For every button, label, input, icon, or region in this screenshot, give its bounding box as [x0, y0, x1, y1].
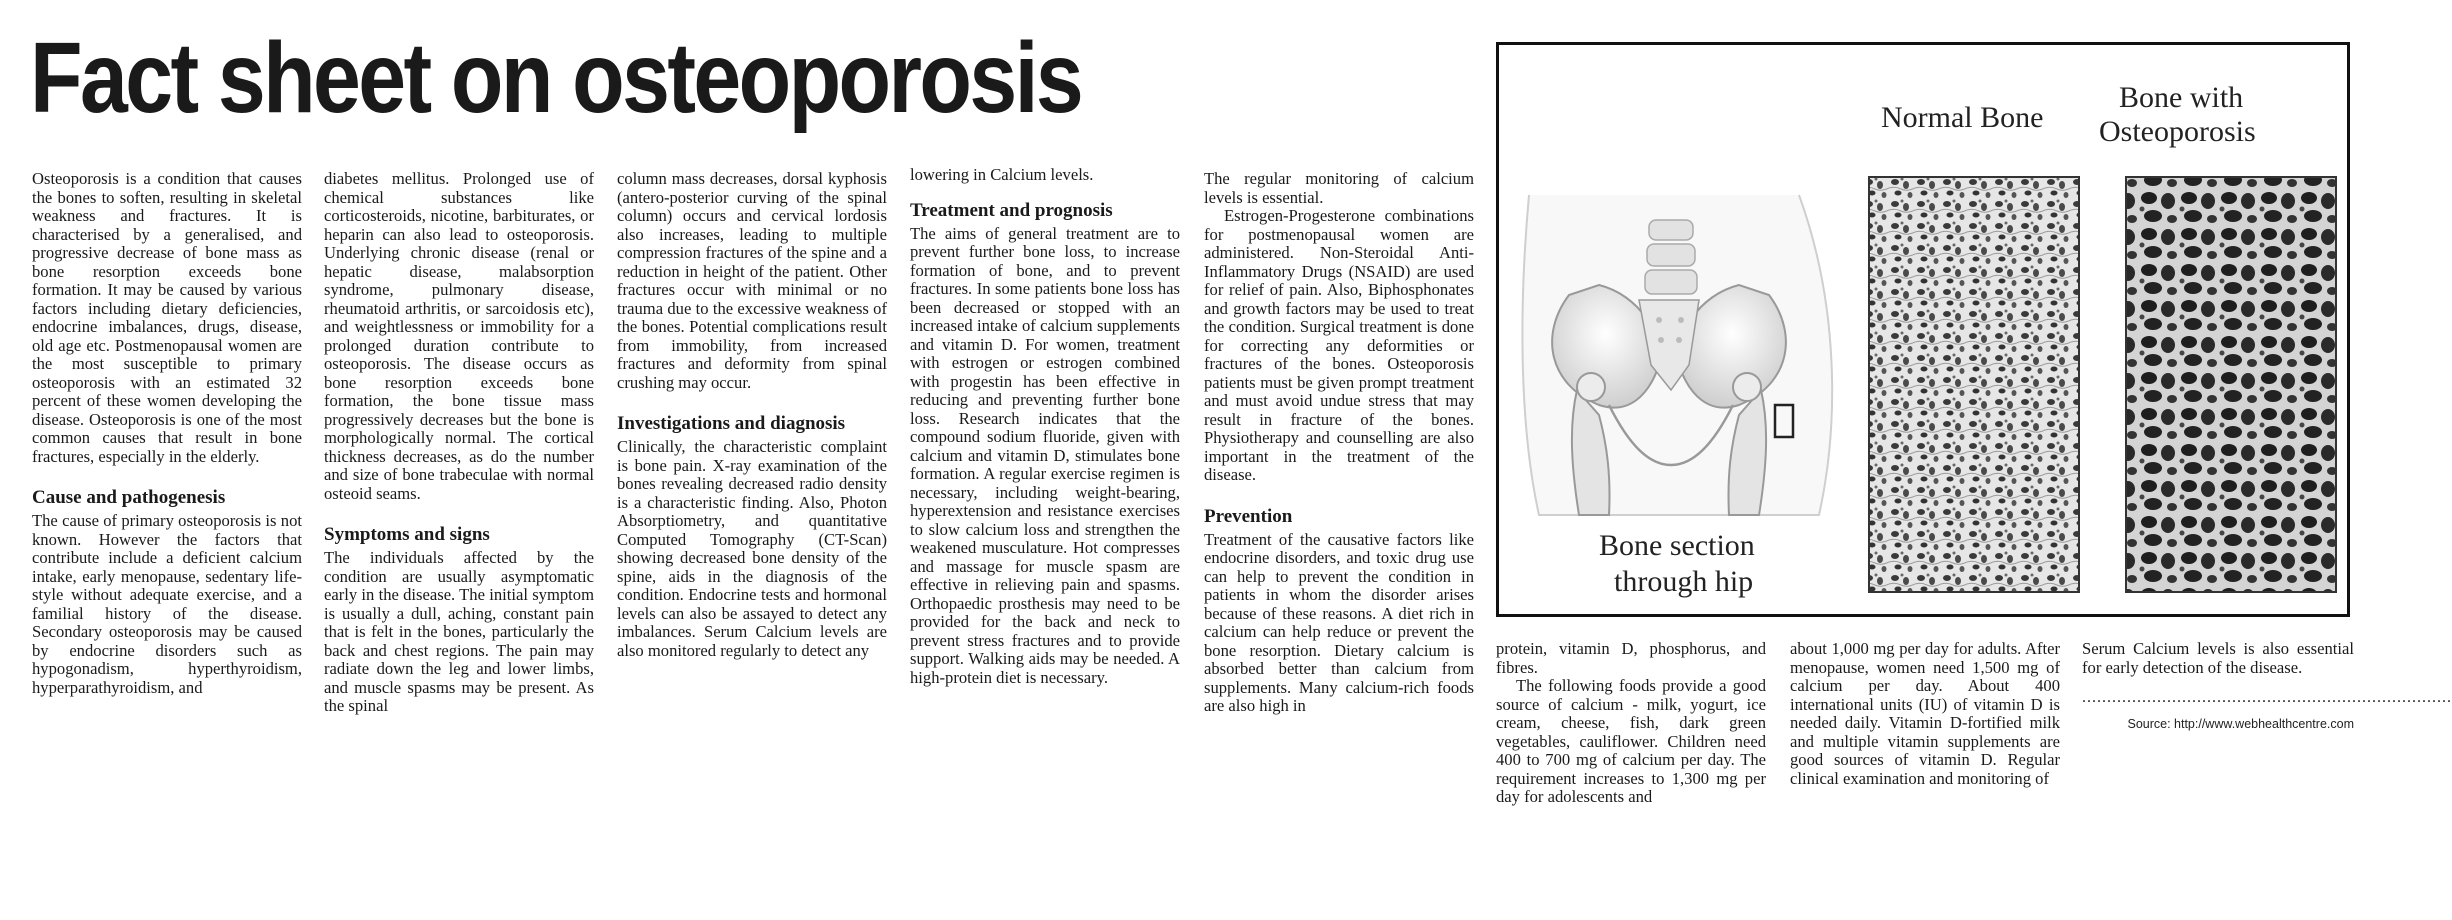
estrogen-paragraph: Estrogen-Progesterone combinations for postmenopausal women are administered. Non-Steroidal Anti-Inflammatory Drugs (NSAID) are used for relief of pain. Also, Biphosphonates and growth factors may be used to treat the condition. Surgical treatment is done for correcting any deformities or fractures of the bones. Osteoporosis patients must be given prompt treatment and must avoid undue stress that may result in fracture of the bones. Physiotherapy and counselling are also important in the treatment of the disease. — [1204, 206, 1474, 484]
text-column-4 — [910, 166, 1180, 687]
label-hip-line1: Bone section — [1599, 529, 1755, 562]
osteoporosis-bone-texture — [2126, 177, 2336, 592]
page-title: Fact sheet on osteoporosis — [30, 22, 1082, 134]
text-column-1 — [32, 170, 302, 697]
dotted-separator: .......................................................................... — [2082, 689, 2452, 706]
pelvis-drawing — [1522, 195, 1832, 515]
source-credit: Source: http://www.webhealthcentre.com — [2127, 717, 2354, 731]
monitoring-paragraph: The regular monitoring of calcium levels is essential. — [1204, 169, 1474, 207]
text-column-8 — [2082, 639, 2452, 734]
label-hip-line2: through hip — [1614, 565, 1754, 598]
text-column-2 — [324, 170, 594, 716]
pathogenesis-paragraph: diabetes mellitus. Prolonged use of chemical substances like corticosteroids, nicotine, barbiturates, or heparin can also lead to osteoporosis. Underlying chronic disease (renal or hepatic disease, malabsorption syndrome, pulmonary disease, rheumatoid arthritis, or sarcoidosis etc), and weightlessness or immobility for a prolonged duration contribute to osteoporosis. The disease occurs as bone resorption exceeds bone formation, the bone tissue mass progressively decreases but the bone is morphologically normal. The cortical thickness decreases, as do the number and size of bone trabeculae with normal osteoid seams. — [324, 169, 594, 503]
heading-investigations-diagnosis: Investigations and diagnosis — [617, 413, 846, 434]
heading-treatment-prognosis: Treatment and prognosis — [910, 199, 1113, 221]
bone-illustration-svg — [1499, 45, 2347, 614]
text-column-5 — [1204, 170, 1474, 716]
label-normal-bone: Normal Bone — [1881, 101, 2044, 134]
label-osteo-line2: Osteoporosis — [2099, 115, 2256, 148]
cause-paragraph: The cause of primary osteoporosis is not known. However the factors that contribute include a deficient calcium intake, early menopause, sedentary life-style without adequate exercise, and a familial history of the disease. Secondary osteoporosis may be caused by endocrine disorders such as hypogonadism, hyperthyroidism, hyperparathyroidism, and — [32, 511, 302, 697]
investigations-continued-paragraph: lowering in Calcium levels. — [910, 165, 1094, 184]
normal-bone-texture — [1869, 177, 2079, 592]
prevention-continued-paragraph: protein, vitamin D, phosphorus, and fibres. — [1496, 639, 1766, 677]
calcium-foods-paragraph: The following foods provide a good source of calcium - milk, yogurt, ice cream, cheese, fish, dark green vegetables, cauliflower. Children need 400 to 700 mg of calcium per day. The requirement increases to 1,300 mg per day for adolescents and — [1496, 676, 1766, 806]
symptoms-continued-paragraph: column mass decreases, dorsal kyphosis (antero-posterior curving of the spinal column) occurs and cervical lordosis also increases, leading to multiple compression fractures of the spine and a reduction in height of the patient. Other fractures occur with minimal or no trauma due to the excessive weakness of the bones. Potential complications result from immobility, from increased fractures and deformity from spinal crushing may occur. — [617, 169, 887, 392]
treatment-paragraph: The aims of general treatment are to prevent further bone loss, to increase formation of bone, and to prevent fractures. In some patients bone loss has been decreased or stopped with an increased intake of calcium supplements and vitamin D. For women, treatment with estrogen or estrogen combined with progestin has been effective in reducing and preventing further bone loss. Research indicates that the compound sodium fluoride, given with calcium and vitamin D, stimulates bone formation. A regular exercise regimen is necessary, including weight-bearing, hyperextension and resistance exercises to slow calcium loss and strengthen the weakened musculature. Hot compresses and massage for muscle spasm are effective in relieving pain and spasms. Orthopaedic prosthesis may need to be provided for the back and neck to prevent stress fractures and to provide support. Walking aids may be needed. A high-protein diet is necessary. — [910, 223, 1180, 687]
serum-calcium-paragraph: Serum Calcium levels is also essential for early detection of the disease. — [2082, 639, 2354, 677]
text-column-6 — [1496, 640, 1766, 807]
calcium-requirements-paragraph: about 1,000 mg per day for adults. After menopause, women need 1,500 mg of calcium per day. About 400 international units (IU) of vitamin D is needed daily. Vitamin D-fortified milk and multiple vitamin supplements are good sources of vitamin D. Regular clinical examination and monitoring of — [1790, 639, 2060, 788]
text-column-3 — [617, 170, 887, 660]
heading-prevention: Prevention — [1204, 505, 1293, 527]
label-osteo-line1: Bone with — [2119, 81, 2244, 114]
investigations-paragraph: Clinically, the characteristic complaint is bone pain. X-ray examination of the bones revealing decreased radio density is a characteristic finding. Also, Photon Absorptiometry, and quantitative Computed Tomography (CT-Scan) showing decreased bone density of the spine, aids in the diagnosis of the condition. Endocrine tests and hormonal levels can also be assayed to detect any imbalances. Serum Calcium levels are also monitored regularly to detect any — [617, 437, 887, 660]
intro-paragraph: Osteoporosis is a condition that causes the bones to soften, resulting in skeletal weakness and fractures. It is characterised by a generalised, and progressive decrease of bone mass as bone resorption exceeds bone formation. It may be caused by various factors including dietary deficiencies, endocrine imbalances, drugs, disease, old age etc. Postmenopausal women are the most susceptible to primary osteoporosis with an estimated 32 percent of these women developing the disease. Osteoporosis is one of the most common causes that result in bone fractures, especially in the elderly. — [32, 169, 302, 466]
prevention-paragraph: Treatment of the causative factors like endocrine disorders, and toxic drug use can help to prevent the condition in patients in whom the disorder arises because of these reasons. A diet rich in calcium can help reduce or prevent the bone resorption. Dietary calcium is absorbed better than calcium from supplements. Many calcium-rich foods are also high in — [1204, 529, 1474, 715]
text-column-7 — [1790, 640, 2060, 788]
bone-illustration — [1496, 42, 2350, 617]
heading-cause-pathogenesis: Cause and pathogenesis — [32, 487, 226, 508]
symptoms-paragraph: The individuals affected by the condition are usually asymptomatic early in the disease. The initial symptom is usually a dull, aching, constant pain that is felt in the bones, particularly the back and chest regions. The pain may radiate down the leg and lower limbs, and muscle spasms may be present. As the spinal — [324, 548, 594, 715]
heading-symptoms-signs: Symptoms and signs — [324, 524, 490, 545]
